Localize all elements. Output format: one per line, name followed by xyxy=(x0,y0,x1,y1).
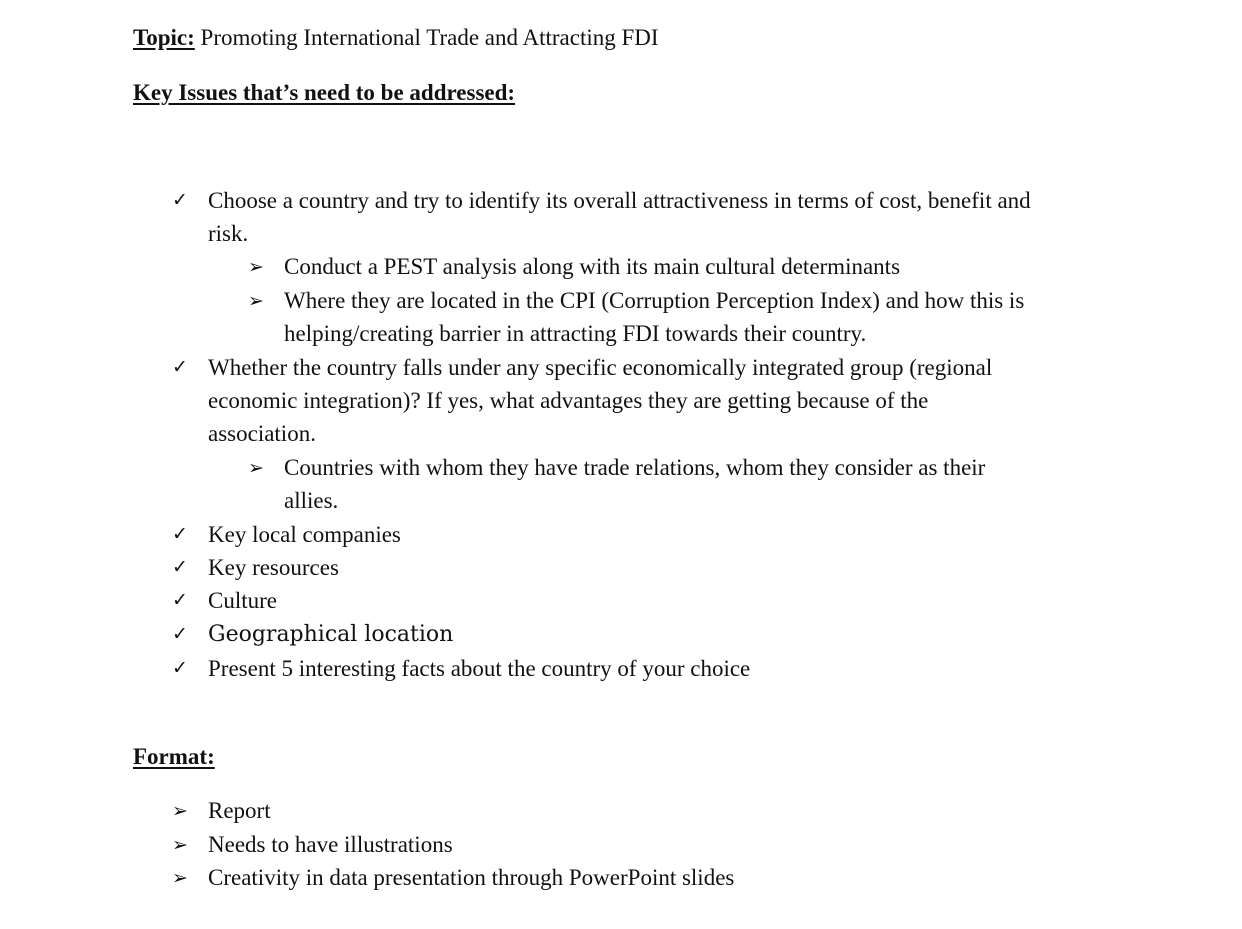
list-item-line: economic integration)? If yes, what advantages they are getting because of the xyxy=(208,388,929,413)
format-item: Report xyxy=(208,798,271,823)
topic-line xyxy=(133,24,659,52)
checkmark-icon: ✓ xyxy=(172,189,188,211)
arrow-bullet-icon: ➢ xyxy=(248,457,264,479)
checkmark-icon: ✓ xyxy=(172,657,188,679)
format-heading: Format: xyxy=(133,744,215,769)
list-item-line: Geographical location xyxy=(208,622,454,647)
list-item-line: association. xyxy=(208,421,316,446)
arrow-bullet-icon: ➢ xyxy=(172,800,188,822)
list-item-line: Key resources xyxy=(208,555,339,580)
list-item-line: Present 5 interesting facts about the country of your choice xyxy=(208,656,751,681)
topic-text: Promoting International Trade and Attracting FDI xyxy=(200,25,659,50)
checkmark-icon: ✓ xyxy=(172,523,188,545)
checkmark-icon: ✓ xyxy=(172,589,188,611)
list-item-line: Whether the country falls under any specific economically integrated group (regional xyxy=(208,355,993,380)
arrow-bullet-icon: ➢ xyxy=(248,290,264,312)
arrow-bullet-icon: ➢ xyxy=(172,867,188,889)
format-item: Needs to have illustrations xyxy=(208,832,453,857)
checkmark-icon: ✓ xyxy=(172,556,188,578)
topic-label: Topic: xyxy=(133,25,195,50)
list-item-line: Key local companies xyxy=(208,522,401,547)
list-item-line: Choose a country and try to identify its overall attractiveness in terms of cost, benefit and xyxy=(208,188,1031,213)
list-item-line: risk. xyxy=(208,221,249,246)
list-item-line: Culture xyxy=(208,588,277,613)
format-item: Creativity in data presentation through PowerPoint slides xyxy=(208,865,735,890)
sub-item-line: Where they are located in the CPI (Corruption Perception Index) and how this is xyxy=(284,288,1025,313)
sub-item-line: Conduct a PEST analysis along with its main cultural determinants xyxy=(284,254,901,279)
key-issues-heading: Key Issues that’s need to be addressed: xyxy=(133,80,516,105)
sub-item-line: helping/creating barrier in attracting FDI towards their country. xyxy=(284,321,867,346)
checkmark-icon: ✓ xyxy=(172,623,188,645)
checkmark-icon: ✓ xyxy=(172,356,188,378)
sub-item-line: allies. xyxy=(284,488,339,513)
sub-item-line: Countries with whom they have trade relations, whom they consider as their xyxy=(284,455,986,480)
arrow-bullet-icon: ➢ xyxy=(172,834,188,856)
arrow-bullet-icon: ➢ xyxy=(248,256,264,278)
